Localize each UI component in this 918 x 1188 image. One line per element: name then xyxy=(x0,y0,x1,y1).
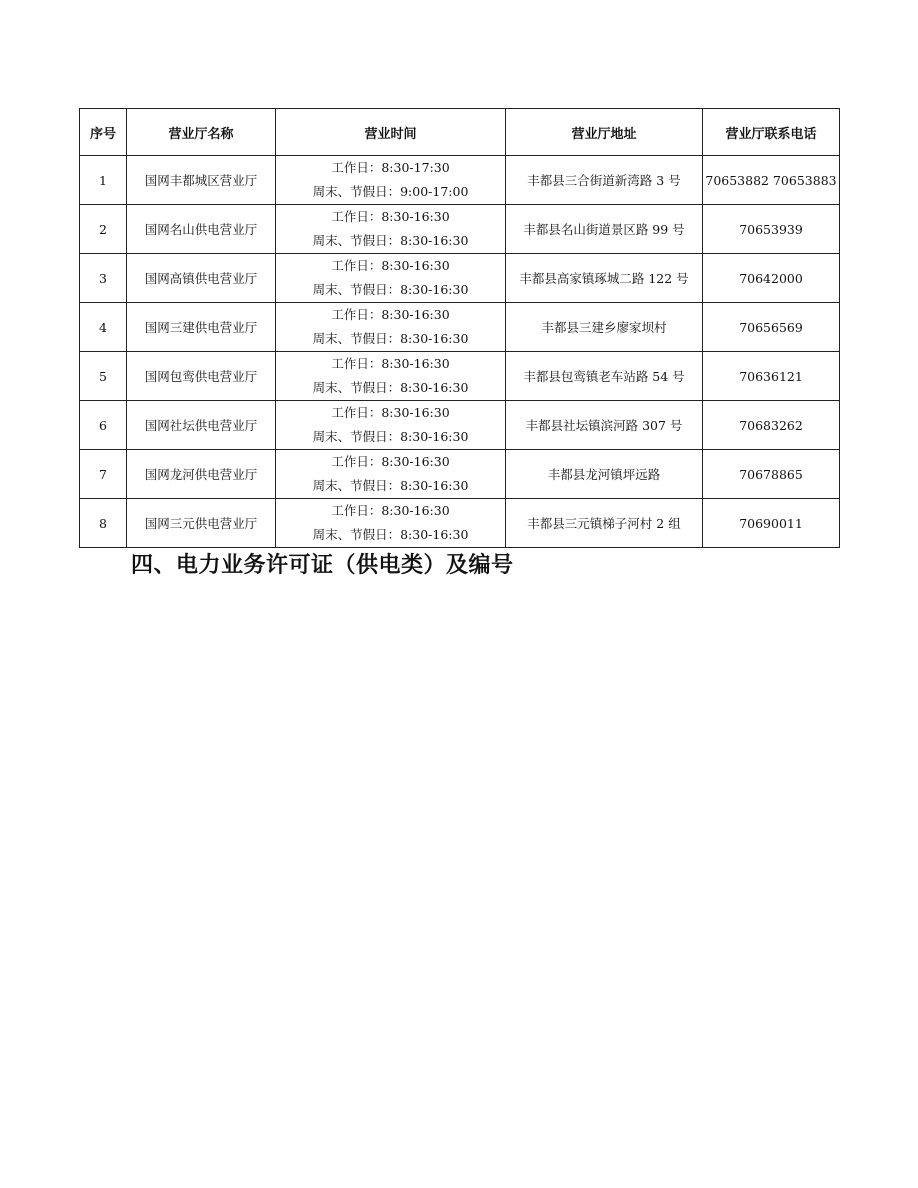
cell-phone: 70653939 xyxy=(703,205,840,254)
cell-index: 7 xyxy=(80,450,127,499)
cell-hours xyxy=(276,499,506,548)
cell-name: 国网龙河供电营业厅 xyxy=(127,450,276,499)
cell-name: 国网名山供电营业厅 xyxy=(127,205,276,254)
cell-hours xyxy=(276,401,506,450)
cell-hours-workday: 工作日：8:30-16:30 xyxy=(331,258,450,273)
cell-hours-workday: 工作日：8:30-16:30 xyxy=(331,356,450,371)
cell-name: 国网三建供电营业厅 xyxy=(127,303,276,352)
table-row xyxy=(80,156,840,205)
cell-phone: 70656569 xyxy=(703,303,840,352)
table-row xyxy=(80,303,840,352)
table-row xyxy=(80,352,840,401)
table-row xyxy=(80,499,840,548)
cell-index: 3 xyxy=(80,254,127,303)
cell-index: 5 xyxy=(80,352,127,401)
cell-hours xyxy=(276,205,506,254)
cell-name: 国网包鸾供电营业厅 xyxy=(127,352,276,401)
cell-hours-workday: 工作日：8:30-16:30 xyxy=(331,307,450,322)
cell-hours-workday: 工作日：8:30-16:30 xyxy=(331,503,450,518)
cell-hours-weekend: 周末、节假日：8:30-16:30 xyxy=(312,527,469,542)
cell-hours-weekend: 周末、节假日：8:30-16:30 xyxy=(312,331,469,346)
cell-address: 丰都县包鸾镇老车站路 54 号 xyxy=(506,352,703,401)
service-hall-table xyxy=(79,108,840,548)
header-address: 营业厅地址 xyxy=(506,109,703,156)
cell-address: 丰都县三合街道新湾路 3 号 xyxy=(506,156,703,205)
cell-index: 4 xyxy=(80,303,127,352)
table-row xyxy=(80,401,840,450)
cell-address: 丰都县高家镇琢城二路 122 号 xyxy=(506,254,703,303)
cell-address: 丰都县名山街道景区路 99 号 xyxy=(506,205,703,254)
cell-hours-workday: 工作日：8:30-16:30 xyxy=(331,454,450,469)
cell-address: 丰都县龙河镇坪远路 xyxy=(506,450,703,499)
cell-index: 2 xyxy=(80,205,127,254)
cell-name: 国网丰都城区营业厅 xyxy=(127,156,276,205)
section-heading: 四、电力业务许可证（供电类）及编号 xyxy=(131,553,514,578)
header-phone: 营业厅联系电话 xyxy=(703,109,840,156)
cell-phone: 70690011 xyxy=(703,499,840,548)
cell-address: 丰都县社坛镇滨河路 307 号 xyxy=(506,401,703,450)
cell-address: 丰都县三建乡廖家坝村 xyxy=(506,303,703,352)
header-hours: 营业时间 xyxy=(276,109,506,156)
cell-phone: 70678865 xyxy=(703,450,840,499)
cell-hours-workday: 工作日：8:30-16:30 xyxy=(331,405,450,420)
table-row xyxy=(80,450,840,499)
cell-phone: 70683262 xyxy=(703,401,840,450)
header-name: 营业厅名称 xyxy=(127,109,276,156)
cell-index: 8 xyxy=(80,499,127,548)
cell-phone: 70653882 70653883 xyxy=(703,156,840,205)
cell-hours-weekend: 周末、节假日：9:00-17:00 xyxy=(312,184,469,199)
table-body xyxy=(80,156,840,548)
table-row xyxy=(80,254,840,303)
cell-hours xyxy=(276,450,506,499)
cell-index: 1 xyxy=(80,156,127,205)
table-header-row xyxy=(80,109,840,156)
table-row xyxy=(80,205,840,254)
cell-index: 6 xyxy=(80,401,127,450)
cell-name: 国网三元供电营业厅 xyxy=(127,499,276,548)
cell-hours xyxy=(276,156,506,205)
cell-hours-weekend: 周末、节假日：8:30-16:30 xyxy=(312,380,469,395)
cell-hours-weekend: 周末、节假日：8:30-16:30 xyxy=(312,282,469,297)
cell-hours xyxy=(276,254,506,303)
cell-name: 国网社坛供电营业厅 xyxy=(127,401,276,450)
cell-name: 国网高镇供电营业厅 xyxy=(127,254,276,303)
cell-hours-weekend: 周末、节假日：8:30-16:30 xyxy=(312,233,469,248)
cell-hours-workday: 工作日：8:30-16:30 xyxy=(331,209,450,224)
cell-phone: 70642000 xyxy=(703,254,840,303)
cell-phone: 70636121 xyxy=(703,352,840,401)
cell-hours-weekend: 周末、节假日：8:30-16:30 xyxy=(312,429,469,444)
header-index: 序号 xyxy=(80,109,127,156)
cell-hours-weekend: 周末、节假日：8:30-16:30 xyxy=(312,478,469,493)
cell-address: 丰都县三元镇梯子河村 2 组 xyxy=(506,499,703,548)
cell-hours xyxy=(276,352,506,401)
cell-hours-workday: 工作日：8:30-17:30 xyxy=(331,160,450,175)
cell-hours xyxy=(276,303,506,352)
